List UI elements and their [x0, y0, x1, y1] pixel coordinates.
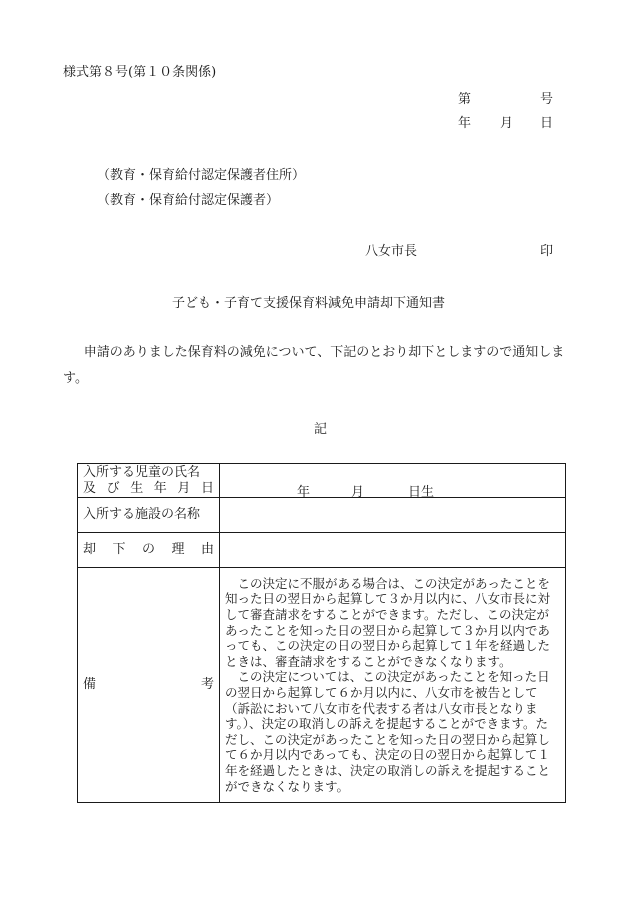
birthdate-year-label: 年	[297, 484, 311, 500]
facility-label: 入所する施設の名称	[83, 507, 201, 522]
seal-mark: 印	[540, 244, 554, 259]
dob-char: 年	[153, 480, 167, 496]
remarks-value-cell	[220, 568, 566, 803]
facility-row	[78, 498, 566, 533]
form-number: 様式第８号(第１０条関係)	[63, 65, 217, 80]
date-month-label: 月	[500, 116, 514, 131]
reason-char: 却	[83, 542, 97, 557]
detail-table	[77, 463, 566, 803]
child-name-label	[83, 465, 214, 481]
document-number-prefix: 第	[458, 92, 472, 107]
remarks-label-cell	[78, 568, 220, 803]
document-title: 子ども・子育て支援保育料減免申請却下通知書	[172, 296, 446, 311]
reason-value-cell	[220, 533, 566, 568]
remarks-paragraph-2: この決定については、この決定があったことを知った日の翌日から起算して６か月以内に、八女市を被告として（訴訟において八女市を代表する者は八女市長となります。）、決定の取消しの訴えを提起することができます。ただし、この決定があったことを知った日の翌日から起算して６か月以内であっても、決定の日の翌日から起算して１年を経過したときは、決定の取消しの訴えを提起することができなくなります。	[225, 669, 551, 794]
birthdate-field	[225, 481, 560, 500]
sender-mayor: 八女市長	[365, 244, 418, 259]
reason-char: の	[141, 542, 155, 557]
facility-value-cell	[220, 498, 566, 533]
recipient-address: （教育・保育給付認定保護者住所）	[97, 168, 306, 183]
child-value-cell	[220, 464, 566, 498]
dob-char: 生	[130, 480, 144, 496]
child-dob-label	[83, 481, 214, 497]
dob-char: 月	[177, 480, 191, 496]
date-day-label: 日	[540, 116, 554, 131]
remarks-char: 考	[200, 677, 214, 692]
facility-label-cell	[78, 498, 220, 533]
document-number-suffix: 号	[540, 92, 554, 107]
remarks-char: 備	[83, 677, 97, 692]
body-paragraph: 申請のありました保育料の減免について、下記のとおり却下としますので通知します。	[63, 345, 565, 386]
remarks-paragraph-1: この決定に不服がある場合は、この決定があったことを知った日の翌日から起算して３か月以内に、八女市長に対して審査請求をすることができます。ただし、この決定があったことを知った日の翌日から起算して３か月以内であっても、この決定の日の翌日から起算して１年を経過したときは、審査請求をすることができなくなります。	[225, 575, 551, 669]
child-label-cell	[78, 464, 220, 498]
remarks-text	[225, 574, 560, 796]
reason-label-cell	[78, 533, 220, 568]
reason-label	[83, 542, 214, 558]
birthdate-month-label: 月	[351, 484, 365, 500]
dob-char: 及	[83, 480, 97, 496]
reason-char: 下	[112, 542, 126, 557]
remarks-row	[78, 568, 566, 803]
date-year-label: 年	[458, 116, 472, 131]
recipient-guardian: （教育・保育給付認定保護者）	[97, 193, 280, 208]
dob-char: 日	[200, 480, 214, 496]
reason-char: 理	[171, 542, 185, 557]
dob-char: び	[106, 480, 120, 496]
remarks-label	[83, 677, 214, 693]
birthdate-day-label: 日生	[408, 484, 435, 500]
child-name-label-text: 入所する児童の氏名	[83, 464, 201, 480]
reason-row	[78, 533, 566, 568]
child-row	[78, 464, 566, 498]
ki-heading: 記	[314, 422, 328, 437]
reason-char: 由	[200, 542, 214, 557]
